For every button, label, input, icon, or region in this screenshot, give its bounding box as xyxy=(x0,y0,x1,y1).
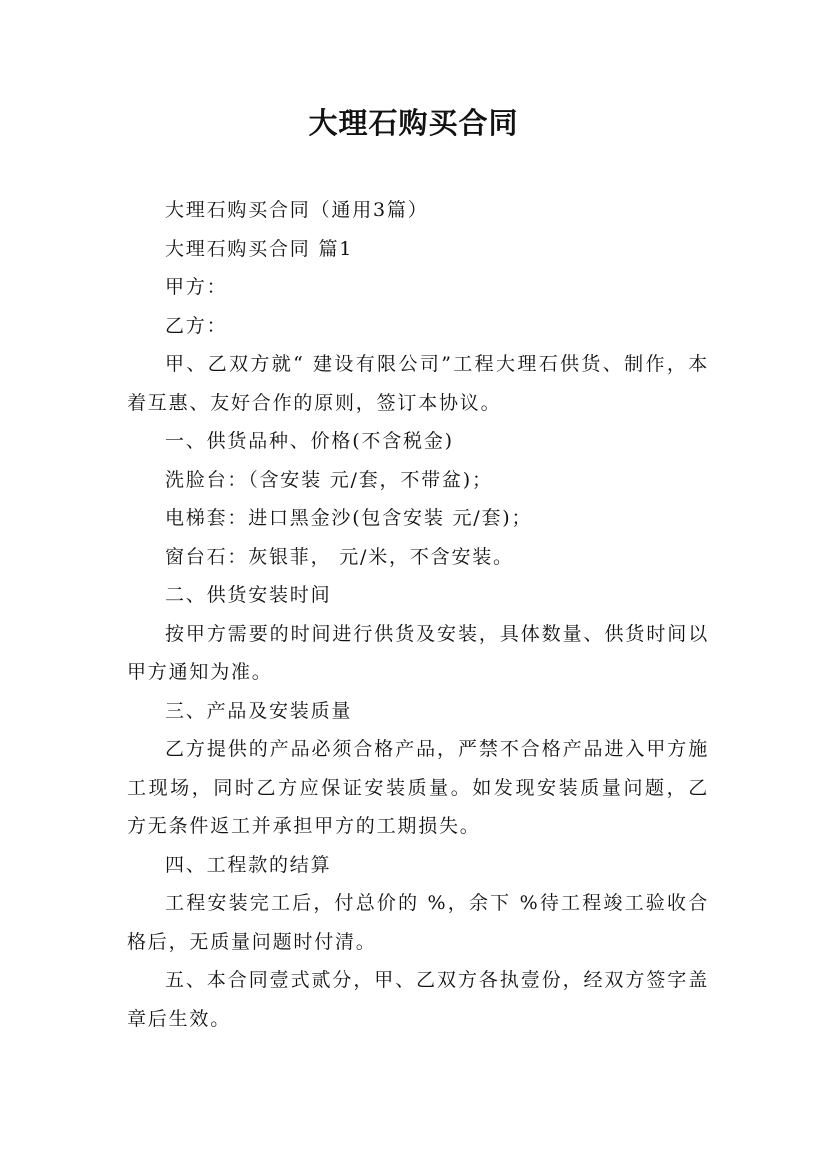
document-body xyxy=(127,191,709,1038)
document-title: 大理石购买合同 xyxy=(308,106,519,140)
paragraph-clause-3-body: 乙方提供的产品必须合格产品，严禁不合格产品进入甲方施工现场，同时乙方应保证安装质量。如发现安装质量问题，乙方无条件返工并承担甲方的工期损失。 xyxy=(127,738,709,837)
paragraph-subtitle: 大理石购买合同（通用3篇） xyxy=(165,199,429,221)
paragraph-washbasin: 洗脸台：（含安装 元/套，不带盆)； xyxy=(165,468,493,491)
paragraph-clause-2-body: 按甲方需要的时间进行供货及安装，具体数量、供货时间以甲方通知为准。 xyxy=(127,622,709,683)
paragraph-clause-5: 五、本合同壹式贰分，甲、乙双方各执壹份，经双方签字盖章后生效。 xyxy=(127,969,709,1030)
paragraph-clause-3-heading: 三、产品及安装质量 xyxy=(165,699,353,722)
paragraph-clause-1-heading: 一、供货品种、价格(不含税金) xyxy=(165,430,454,452)
paragraph-window-sill: 窗台石：灰银菲， 元/米，不含安装。 xyxy=(165,545,514,568)
paragraph-clause-2-heading: 二、供货安装时间 xyxy=(165,584,332,606)
paragraph-clause-4-body: 工程安装完工后，付总价的 %，余下 %待工程竣工验收合格后，无质量问题时付清。 xyxy=(127,892,709,953)
paragraph-intro: 甲、乙双方就“ 建设有限公司”工程大理石供货、制作，本着互惠、友好合作的原则，签订本协议。 xyxy=(127,353,709,414)
paragraph-party-a: 甲方： xyxy=(165,276,228,298)
paragraph-section-heading: 大理石购买合同 篇1 xyxy=(165,237,354,260)
paragraph-clause-4-heading: 四、工程款的结算 xyxy=(165,853,332,876)
paragraph-elevator-frame: 电梯套：进口黑金沙(包含安装 元/套)； xyxy=(165,507,533,529)
paragraph-party-b: 乙方： xyxy=(165,314,228,337)
